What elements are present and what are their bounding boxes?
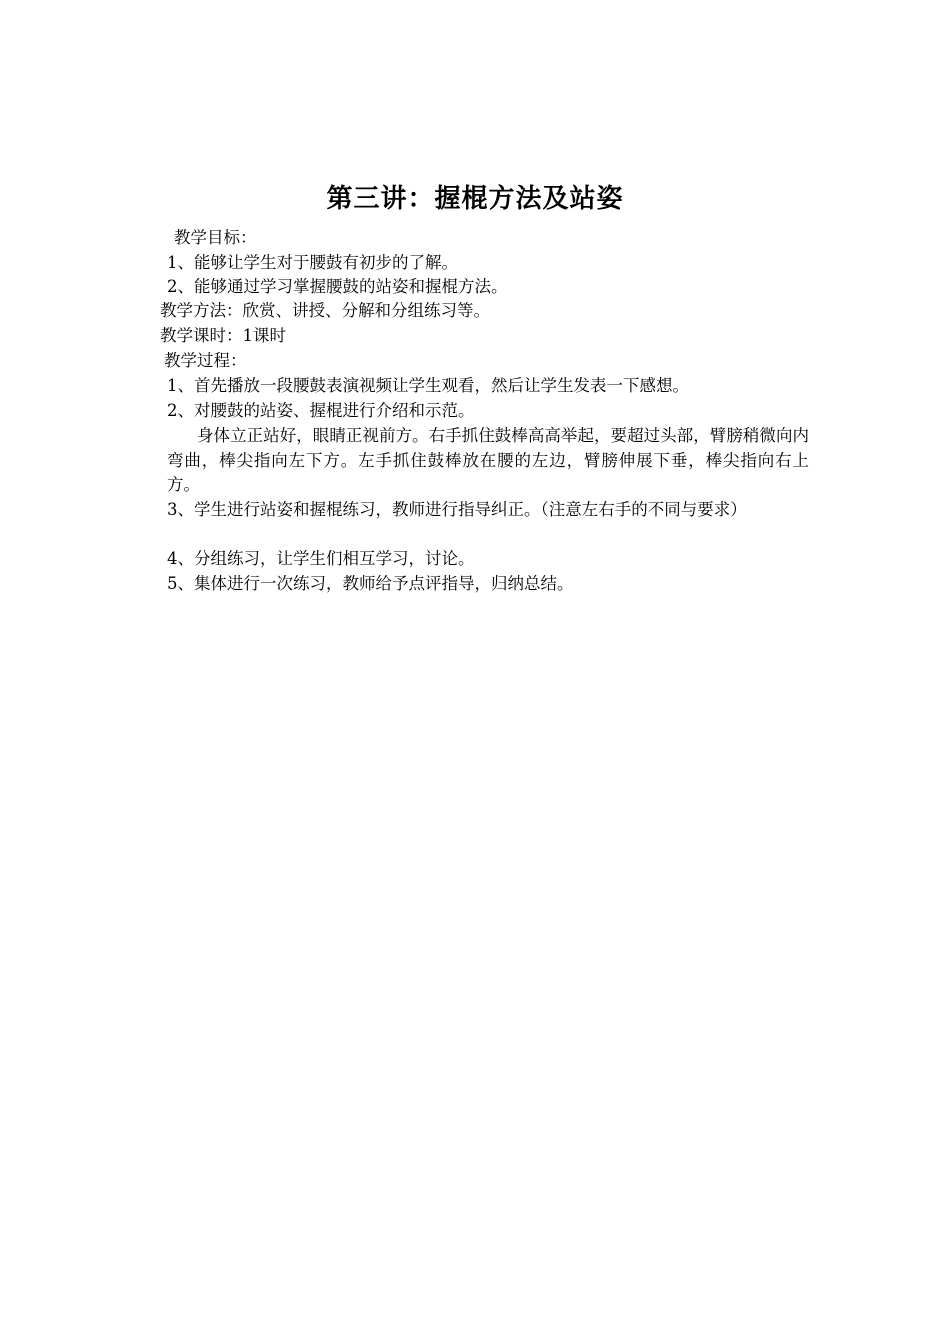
teaching-duration: 教学课时：1课时 xyxy=(160,326,286,345)
process-step-5: 5、集体进行一次练习，教师给予点评指导，归纳总结。 xyxy=(167,574,574,593)
teaching-method: 教学方法：欣赏、讲授、分解和分组练习等。 xyxy=(160,301,490,320)
process-step-3: 3、学生进行站姿和握棍练习，教师进行指导纠正。（注意左右手的不同与要求） xyxy=(167,500,747,519)
objectives-heading: 教学目标： xyxy=(174,228,257,247)
process-step-2: 2、对腰鼓的站姿、握棍进行介绍和示范。 xyxy=(167,401,475,420)
process-step-2-detail: 身体立正站好，眼睛正视前方。右手抓住鼓棒高高举起，要超过头部，臂膀稍微向内弯曲，棒尖指向左下方。左手抓住鼓棒放在腰的左边，臂膀伸展下垂，棒尖指向右上方。 xyxy=(167,426,809,494)
process-step-1: 1、首先播放一段腰鼓表演视频让学生观看，然后让学生发表一下感想。 xyxy=(167,376,689,395)
objective-item-1: 1、能够让学生对于腰鼓有初步的了解。 xyxy=(167,253,458,272)
process-step-4: 4、分组练习，让学生们相互学习，讨论。 xyxy=(167,549,475,568)
document-title: 第三讲：握棍方法及站姿 xyxy=(326,184,624,214)
process-heading: 教学过程： xyxy=(164,351,247,370)
objective-item-2: 2、能够通过学习掌握腰鼓的站姿和握棍方法。 xyxy=(167,277,508,296)
